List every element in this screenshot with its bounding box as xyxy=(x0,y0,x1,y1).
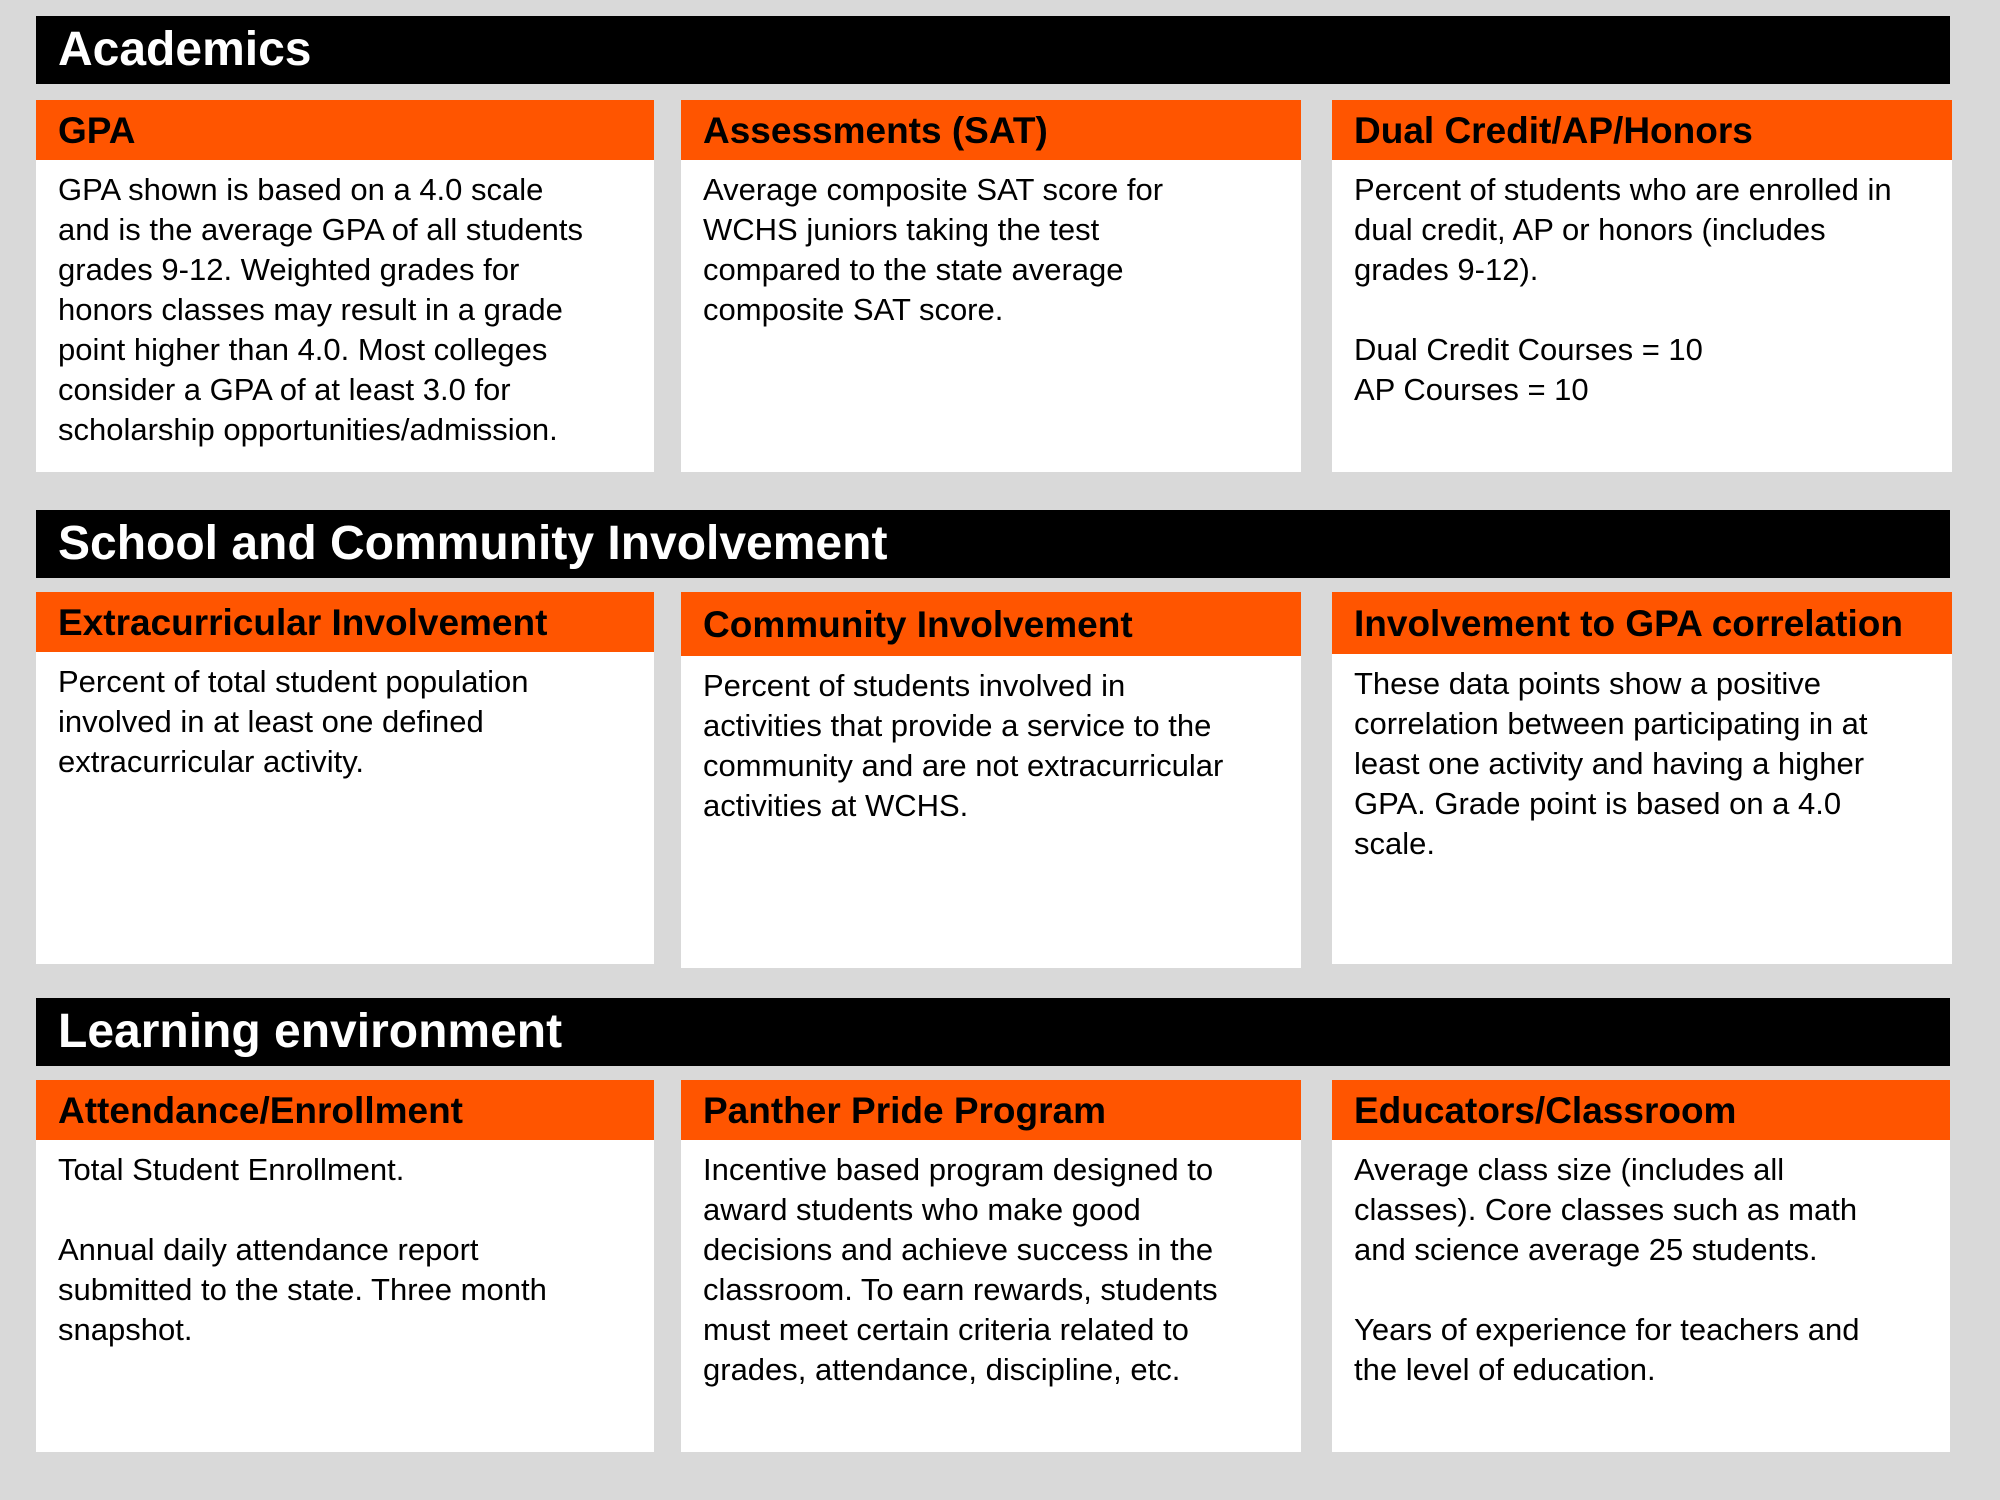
section-title: Academics xyxy=(58,23,312,76)
card-title: Extracurricular Involvement xyxy=(36,592,654,652)
card-educators-classroom xyxy=(1332,1080,1950,1452)
text-line: Percent of total student population xyxy=(58,664,529,699)
card-title: Educators/Classroom xyxy=(1332,1080,1950,1140)
text-line: consider a GPA of at least 3.0 for xyxy=(58,372,511,407)
text-line: Incentive based program designed to xyxy=(703,1152,1214,1187)
section-header-school-community-involvement xyxy=(36,510,1950,578)
card-paragraph xyxy=(58,1150,636,1190)
text-line: Average composite SAT score for xyxy=(703,172,1164,207)
card-paragraph xyxy=(1354,1310,1932,1390)
card-panther-pride-program xyxy=(681,1080,1301,1452)
text-line: Total Student Enrollment. xyxy=(58,1152,405,1187)
text-line: least one activity and having a higher xyxy=(1354,746,1865,781)
card-paragraph xyxy=(1354,664,1934,864)
card-paragraph xyxy=(703,666,1283,826)
text-line: and is the average GPA of all students xyxy=(58,212,584,247)
section-title: School and Community Involvement xyxy=(58,517,888,570)
text-line: point higher than 4.0. Most colleges xyxy=(58,332,548,367)
card-title: Involvement to GPA correlation xyxy=(1332,592,1952,654)
card-title: Dual Credit/AP/Honors xyxy=(1332,100,1952,160)
text-line: involved in at least one defined xyxy=(58,704,484,739)
card-attendance-enrollment xyxy=(36,1080,654,1452)
card-paragraph xyxy=(703,1150,1283,1390)
card-body xyxy=(681,1140,1301,1390)
text-line: correlation between participating in at xyxy=(1354,706,1868,741)
card-title: Community Involvement xyxy=(681,592,1301,656)
card-paragraph xyxy=(1354,1150,1932,1270)
text-line: submitted to the state. Three month xyxy=(58,1272,547,1307)
text-line: AP Courses = 10 xyxy=(1354,372,1589,407)
text-line: grades 9-12. Weighted grades for xyxy=(58,252,520,287)
text-line: WCHS juniors taking the test xyxy=(703,212,1100,247)
card-body xyxy=(36,1140,654,1350)
text-line: GPA. Grade point is based on a 4.0 xyxy=(1354,786,1842,821)
card-body xyxy=(681,656,1301,826)
text-line: honors classes may result in a grade xyxy=(58,292,563,327)
text-line: classes). Core classes such as math xyxy=(1354,1192,1858,1227)
card-paragraph xyxy=(1354,330,1934,410)
text-line: snapshot. xyxy=(58,1312,193,1347)
card-dual-credit-ap-honors xyxy=(1332,100,1952,472)
section-title: Learning environment xyxy=(58,1005,563,1058)
card-involvement-gpa-correlation xyxy=(1332,592,1952,964)
card-paragraph xyxy=(58,662,636,782)
card-paragraph xyxy=(1354,170,1934,290)
card-paragraph xyxy=(703,170,1283,330)
card-assessments-sat xyxy=(681,100,1301,472)
text-line: decisions and achieve success in the xyxy=(703,1232,1214,1267)
card-body xyxy=(36,160,654,450)
text-line: composite SAT score. xyxy=(703,292,1004,327)
card-body xyxy=(1332,654,1952,864)
section-header-learning-environment xyxy=(36,998,1950,1066)
text-line: Annual daily attendance report xyxy=(58,1232,479,1267)
text-line: scholarship opportunities/admission. xyxy=(58,412,558,447)
card-title: Attendance/Enrollment xyxy=(36,1080,654,1140)
text-line: must meet certain criteria related to xyxy=(703,1312,1189,1347)
card-body xyxy=(36,652,654,782)
text-line: activities that provide a service to the xyxy=(703,708,1212,743)
card-paragraph xyxy=(58,170,636,450)
card-title: GPA xyxy=(36,100,654,160)
text-line: dual credit, AP or honors (includes xyxy=(1354,212,1826,247)
card-extracurricular-involvement xyxy=(36,592,654,964)
section-header-academics xyxy=(36,16,1950,84)
card-paragraph xyxy=(58,1230,636,1350)
card-body xyxy=(681,160,1301,330)
text-line: Years of experience for teachers and xyxy=(1354,1312,1860,1347)
text-line: Percent of students who are enrolled in xyxy=(1354,172,1892,207)
text-line: award students who make good xyxy=(703,1192,1141,1227)
card-title: Assessments (SAT) xyxy=(681,100,1301,160)
card-community-involvement xyxy=(681,592,1301,968)
card-body xyxy=(1332,160,1952,410)
card-title: Panther Pride Program xyxy=(681,1080,1301,1140)
text-line: Percent of students involved in xyxy=(703,668,1126,703)
text-line: classroom. To earn rewards, students xyxy=(703,1272,1218,1307)
text-line: the level of education. xyxy=(1354,1352,1656,1387)
text-line: Average class size (includes all xyxy=(1354,1152,1785,1187)
text-line: grades 9-12). xyxy=(1354,252,1539,287)
text-line: grades, attendance, discipline, etc. xyxy=(703,1352,1181,1387)
text-line: scale. xyxy=(1354,826,1435,861)
card-gpa xyxy=(36,100,654,472)
text-line: compared to the state average xyxy=(703,252,1124,287)
text-line: Dual Credit Courses = 10 xyxy=(1354,332,1703,367)
text-line: activities at WCHS. xyxy=(703,788,969,823)
text-line: and science average 25 students. xyxy=(1354,1232,1818,1267)
text-line: GPA shown is based on a 4.0 scale xyxy=(58,172,544,207)
text-line: extracurricular activity. xyxy=(58,744,365,779)
text-line: community and are not extracurricular xyxy=(703,748,1224,783)
card-body xyxy=(1332,1140,1950,1390)
text-line: These data points show a positive xyxy=(1354,666,1821,701)
